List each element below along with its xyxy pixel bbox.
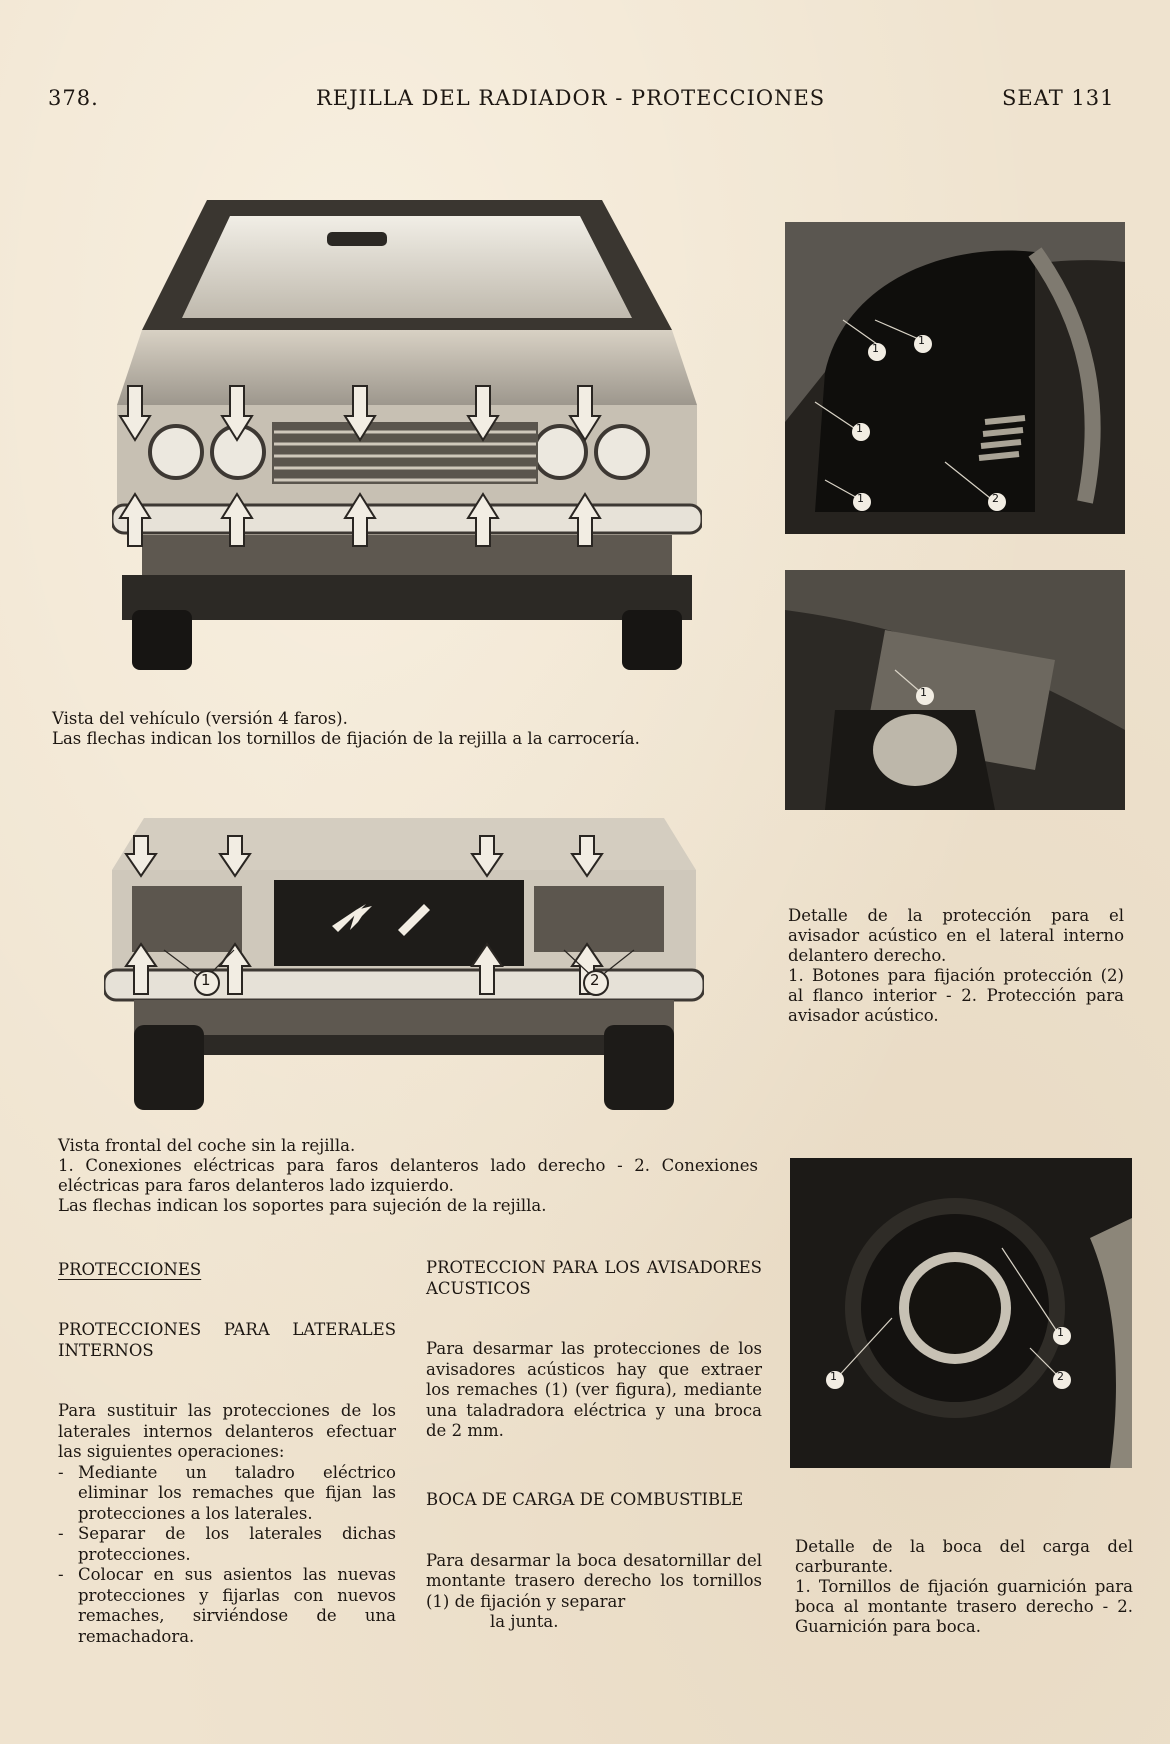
laterales-step [58, 1524, 396, 1565]
front-view-illustration [112, 190, 702, 680]
callout-1b-fuel: 1 [1057, 1326, 1064, 1339]
callout-1c-arch: 1 [856, 422, 863, 435]
front-view-caption-line1: Vista del vehículo (versión 4 faros). [52, 709, 348, 728]
front-view-caption-line2: Las flechas indican los tornillos de fijación de la rejilla a la carrocería. [52, 729, 640, 748]
front-no-grille-caption-line2: 1. Conexiones eléctricas para faros delanteros lado derecho - 2. Conexiones eléctricas para faros delanteros lado izquierdo. [58, 1156, 758, 1195]
front-no-grille-caption-line1: Vista frontal del coche sin la rejilla. [58, 1136, 356, 1155]
callout-2-arch: 2 [992, 492, 999, 505]
model-name: SEAT 131 [1002, 86, 1115, 110]
boca-body-end: la junta. [490, 1612, 559, 1631]
fuel-filler-caption [795, 1537, 1133, 1637]
fuel-filler-photo [790, 1158, 1132, 1468]
boca-body: Para desarmar la boca desatornillar del montante trasero derecho los tornillos (1) de fijación y separar [426, 1550, 762, 1611]
laterales-step [58, 1463, 396, 1525]
fuel-filler-caption-line1: Detalle de la boca del carga del carburante. [795, 1537, 1133, 1576]
laterales-step [58, 1565, 396, 1647]
laterales-intro: Para sustituir las protecciones de los laterales internos delanteros efectuar las siguientes operaciones: [58, 1401, 396, 1461]
callout-1a-arch: 1 [872, 342, 879, 355]
front-without-grille-illustration [104, 810, 704, 1115]
protecciones-heading: PROTECCIONES [58, 1260, 202, 1279]
wheel-arch-caption-line2: 1. Botones para fijación protección (2) al flanco interior - 2. Protección para avisador acústico. [788, 966, 1124, 1025]
wheel-arch-photo [785, 222, 1125, 534]
boca-section [426, 1490, 762, 1633]
callout-1b-arch: 1 [918, 334, 925, 347]
front-no-grille-caption [58, 1136, 758, 1216]
callout-1a-fuel: 1 [830, 1370, 837, 1383]
laterales-step-text: Colocar en sus asientos las nuevas protecciones y fijarlas con nuevos remaches, sirviéndose de una remachadora. [78, 1565, 396, 1646]
fuel-filler-caption-line2: 1. Tornillos de fijación guarnición para boca al montante trasero derecho - 2. Guarnición para boca. [795, 1577, 1133, 1636]
list-dash: - [58, 1462, 64, 1482]
horn-protection-photo [785, 570, 1125, 810]
front-no-grille-caption-line3: Las flechas indican los soportes para sujeción de la rejilla. [58, 1196, 547, 1215]
avisadores-body: Para desarmar las protecciones de los avisadores acústicos hay que extraer los remaches (1) (ver figura), mediante una taladradora eléctrica y una broca de 2 mm. [426, 1339, 762, 1440]
callout-2-front: 2 [590, 971, 600, 989]
laterales-title: PROTECCIONES PARA LATERALES INTERNOS [58, 1320, 396, 1360]
callout-1-horn: 1 [920, 686, 927, 699]
callout-1-front: 1 [201, 971, 211, 989]
callout-2-fuel: 2 [1057, 1370, 1064, 1383]
avisadores-title: PROTECCION PARA LOS AVISADORES ACUSTICOS [426, 1258, 762, 1298]
callout-1d-arch: 1 [857, 492, 864, 505]
wheel-arch-caption [788, 906, 1124, 1026]
page-title: REJILLA DEL RADIADOR - PROTECCIONES [316, 86, 826, 110]
boca-title: BOCA DE CARGA DE COMBUSTIBLE [426, 1490, 744, 1509]
list-dash: - [58, 1565, 64, 1584]
laterales-section [58, 1320, 396, 1647]
list-dash: - [58, 1524, 64, 1543]
laterales-step-text: Mediante un taladro eléctrico eliminar los remaches que fijan las protecciones a los laterales. [78, 1462, 396, 1523]
front-view-caption [52, 709, 712, 749]
laterales-step-text: Separar de los laterales dichas protecciones. [78, 1524, 396, 1564]
avisadores-section [426, 1258, 762, 1442]
wheel-arch-caption-line1: Detalle de la protección para el avisador acústico en el lateral interno delantero derecho. [788, 906, 1124, 965]
page-number: 378. [48, 86, 99, 110]
